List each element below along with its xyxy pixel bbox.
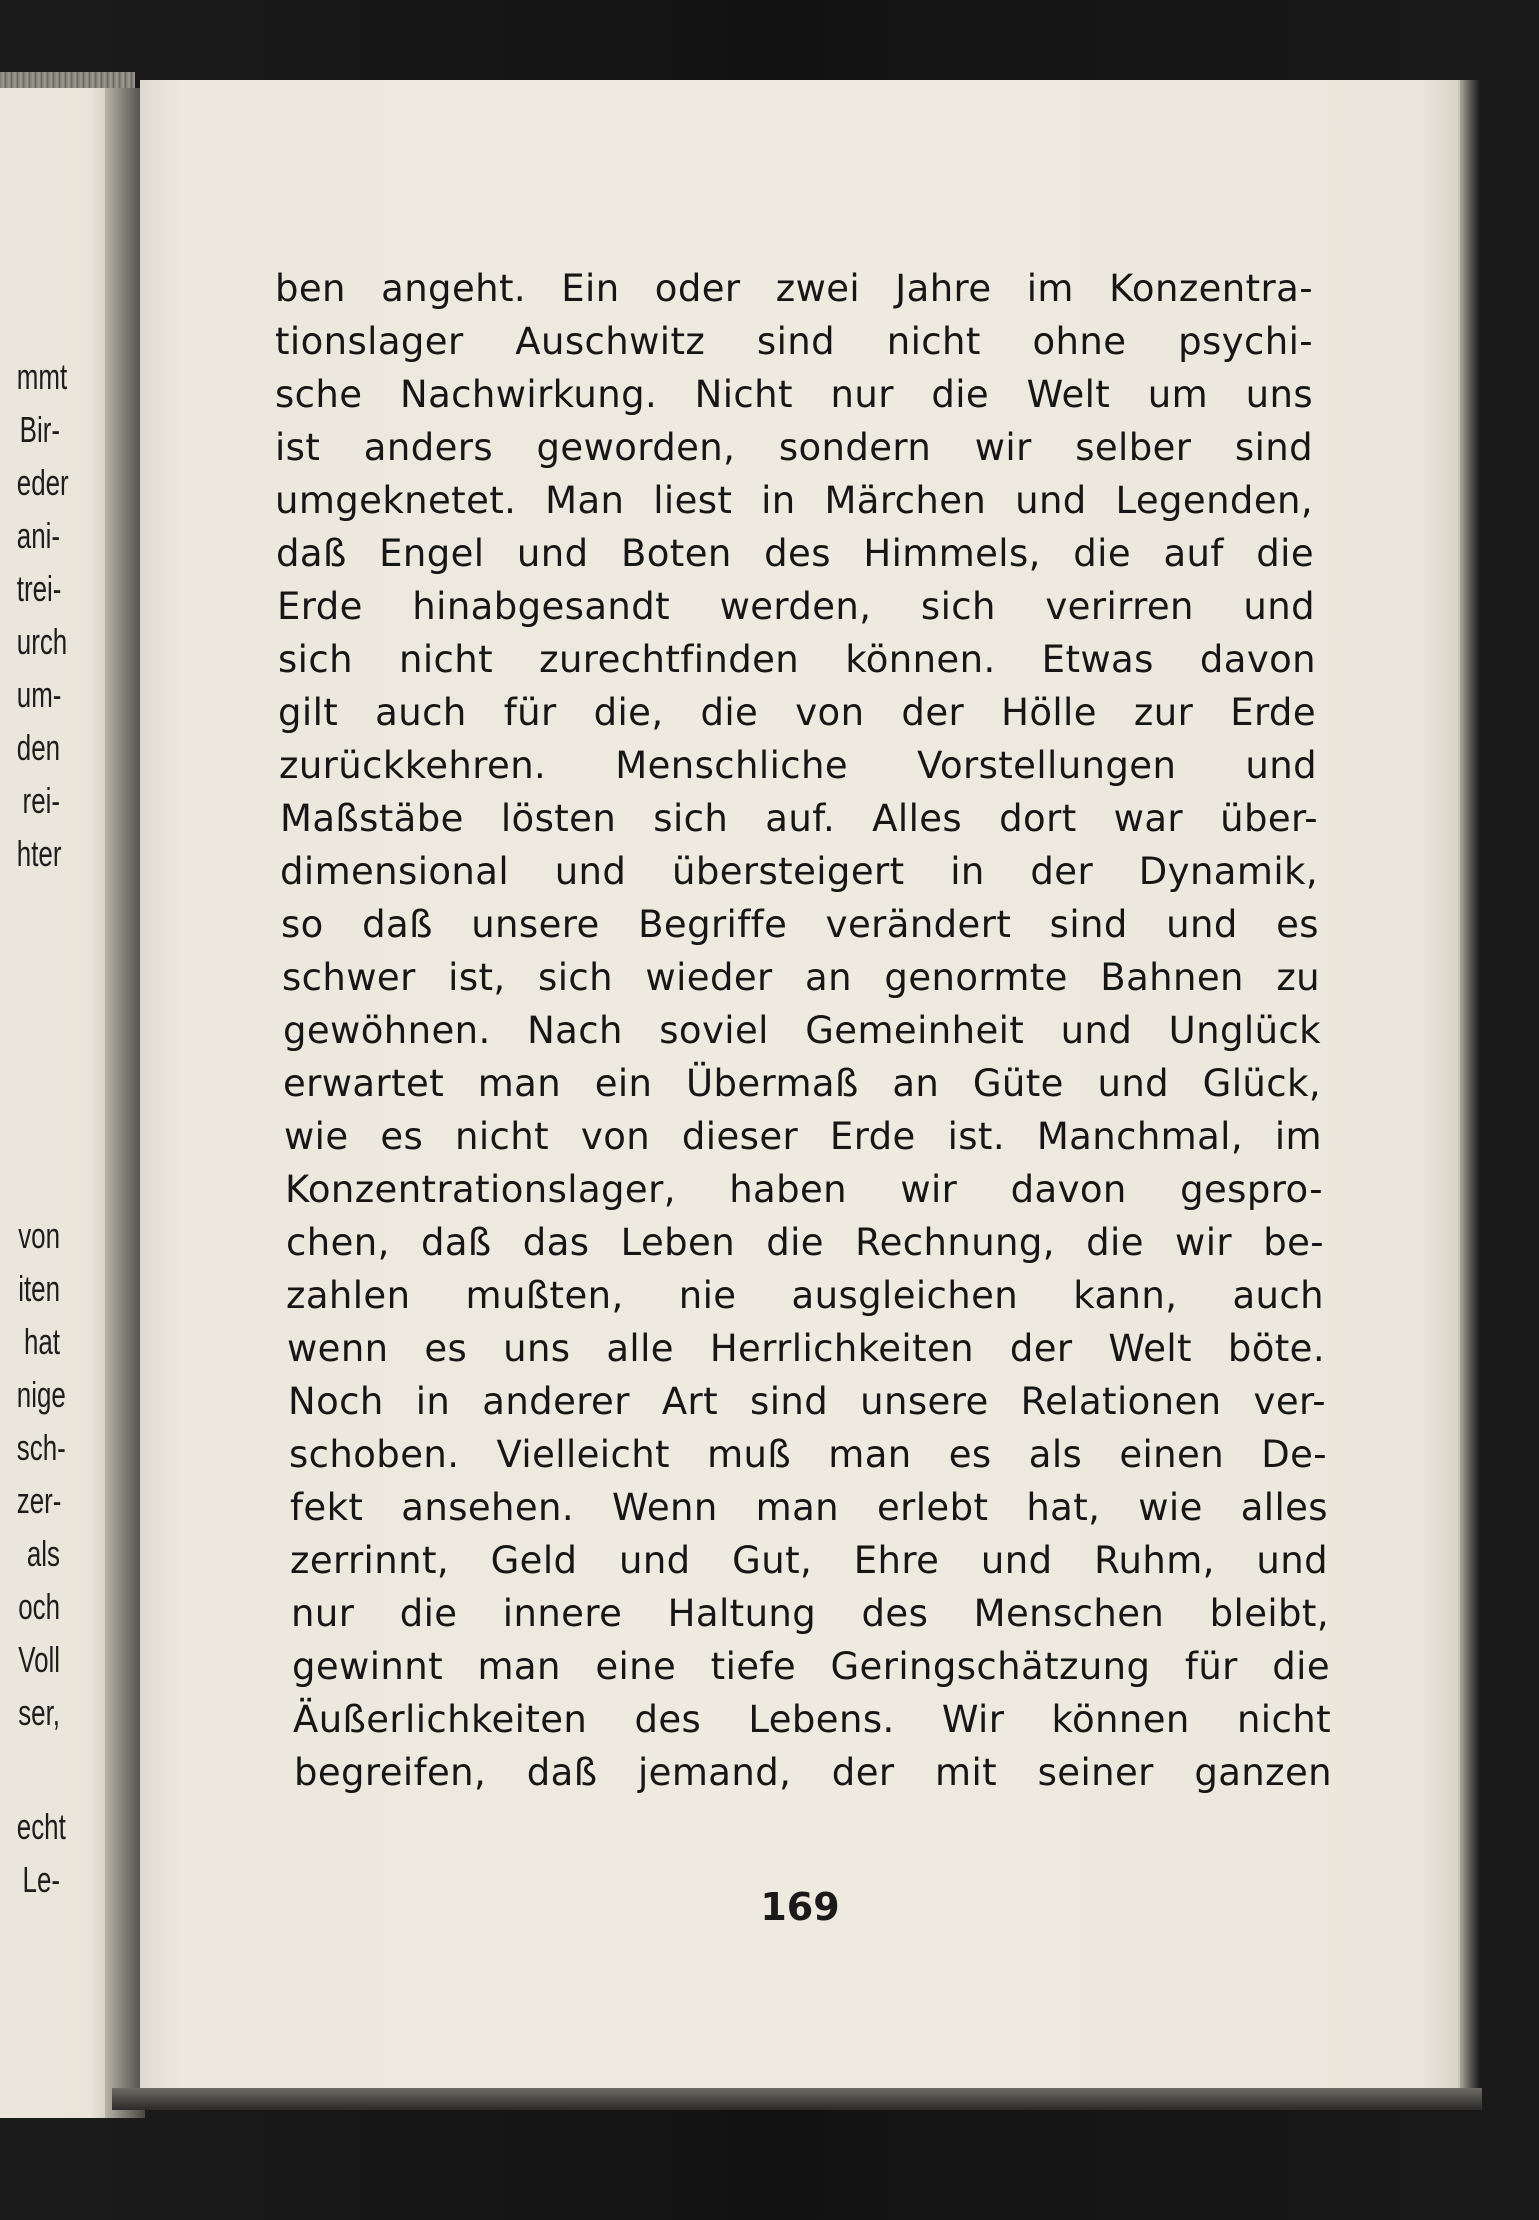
left-page-fragments-lower	[16, 1800, 66, 1906]
body-text-line: erwartet man ein Übermaß an Güte und Glück,	[283, 1062, 1321, 1105]
body-text-line: nur die innere Haltung des Menschen bleibt,	[291, 1592, 1329, 1635]
body-text-line: ben angeht. Ein oder zwei Jahre im Konzentra-	[275, 267, 1313, 310]
left-page-fragment: den	[16, 727, 61, 768]
body-text-line: tionslager Auschwitz sind nicht ohne psychi-	[275, 320, 1313, 363]
left-page-fragment: von	[18, 1215, 60, 1256]
left-page-fragment: zer-	[16, 1480, 62, 1521]
left-page-fragment: hat	[23, 1321, 61, 1362]
left-page	[0, 88, 112, 2118]
left-page-fragment: echt	[16, 1806, 66, 1847]
left-page-fragment: ani-	[16, 515, 61, 556]
body-text-line: gewinnt man eine tiefe Geringschätzung für die	[292, 1645, 1330, 1688]
left-page-fragment: hter	[16, 833, 62, 874]
left-page-fragment: eder	[16, 462, 69, 503]
left-page-fragment: mmt	[16, 356, 68, 397]
body-text-line: begreifen, daß jemand, der mit seiner ganzen	[294, 1751, 1332, 1794]
left-page-fragments-middle	[16, 1209, 66, 1739]
body-text-line: fekt ansehen. Wenn man erlebt hat, wie alles	[290, 1486, 1328, 1529]
body-text-line: Äußerlichkeiten des Lebens. Wir können nicht	[293, 1698, 1331, 1741]
bottom-edge	[112, 2088, 1482, 2110]
body-text-line: Noch in anderer Art sind unsere Relationen ver-	[288, 1380, 1326, 1423]
body-text-line: so daß unsere Begriffe verändert sind und es	[281, 903, 1319, 946]
body-text-line: schoben. Vielleicht muß man es als einen De-	[289, 1433, 1327, 1476]
left-page-fragment: trei-	[16, 568, 62, 609]
left-page-fragment: sch-	[16, 1427, 66, 1468]
body-text-line: schwer ist, sich wieder an genormte Bahnen zu	[282, 956, 1320, 999]
body-text-line: gilt auch für die, die von der Hölle zur Erde	[278, 691, 1316, 734]
body-text-line: wenn es uns alle Herrlichkeiten der Welt böte.	[287, 1327, 1325, 1370]
page-number: 169	[760, 1885, 840, 1929]
body-text-line: ist anders geworden, sondern wir selber sind	[275, 426, 1313, 469]
left-page-fragment: rei-	[22, 780, 61, 821]
body-text-line: zahlen mußten, nie ausgleichen kann, auch	[286, 1274, 1324, 1317]
body-text-line: umgeknetet. Man liest in Märchen und Legenden,	[275, 479, 1313, 522]
left-page-fragment: ser,	[18, 1692, 60, 1733]
page-body-text	[140, 80, 1458, 2090]
body-text-line: dimensional und übersteigert in der Dynamik,	[280, 850, 1318, 893]
body-text-line: gewöhnen. Nach soviel Gemeinheit und Unglück	[283, 1009, 1321, 1052]
body-text-line: wie es nicht von dieser Erde ist. Manchmal, im	[284, 1115, 1322, 1158]
left-page-fragment: iten	[18, 1268, 60, 1309]
body-text-line: Maßstäbe lösten sich auf. Alles dort war über-	[280, 797, 1318, 840]
body-text-line: zerrinnt, Geld und Gut, Ehre und Ruhm, und	[290, 1539, 1328, 1582]
left-page-fragment: als	[26, 1533, 61, 1574]
left-page-fragment: och	[18, 1586, 60, 1627]
left-page-fragment: Bir-	[19, 409, 60, 450]
left-page-fragment: Le-	[22, 1859, 60, 1900]
body-text-line: zurückkehren. Menschliche Vorstellungen und	[279, 744, 1317, 787]
left-page-fragments-upper	[16, 350, 69, 880]
left-page-fragment: nige	[16, 1374, 66, 1415]
body-text-line: chen, daß das Leben die Rechnung, die wir be-	[286, 1221, 1324, 1264]
right-page	[140, 80, 1458, 2090]
left-page-fragment: urch	[16, 621, 68, 662]
body-text-line: daß Engel und Boten des Himmels, die auf die	[276, 532, 1314, 575]
page-edge	[1460, 80, 1480, 2100]
gutter-shadow	[105, 88, 145, 2118]
body-text-line: sche Nachwirkung. Nicht nur die Welt um uns	[275, 373, 1313, 416]
body-text-line: sich nicht zurechtfinden können. Etwas davon	[278, 638, 1316, 681]
body-text-line: Konzentrationslager, haben wir davon gespro-	[285, 1168, 1323, 1211]
left-page-fragment: um-	[16, 674, 62, 715]
body-text-line: Erde hinabgesandt werden, sich verirren und	[277, 585, 1315, 628]
left-page-fragment: Voll	[18, 1639, 60, 1680]
